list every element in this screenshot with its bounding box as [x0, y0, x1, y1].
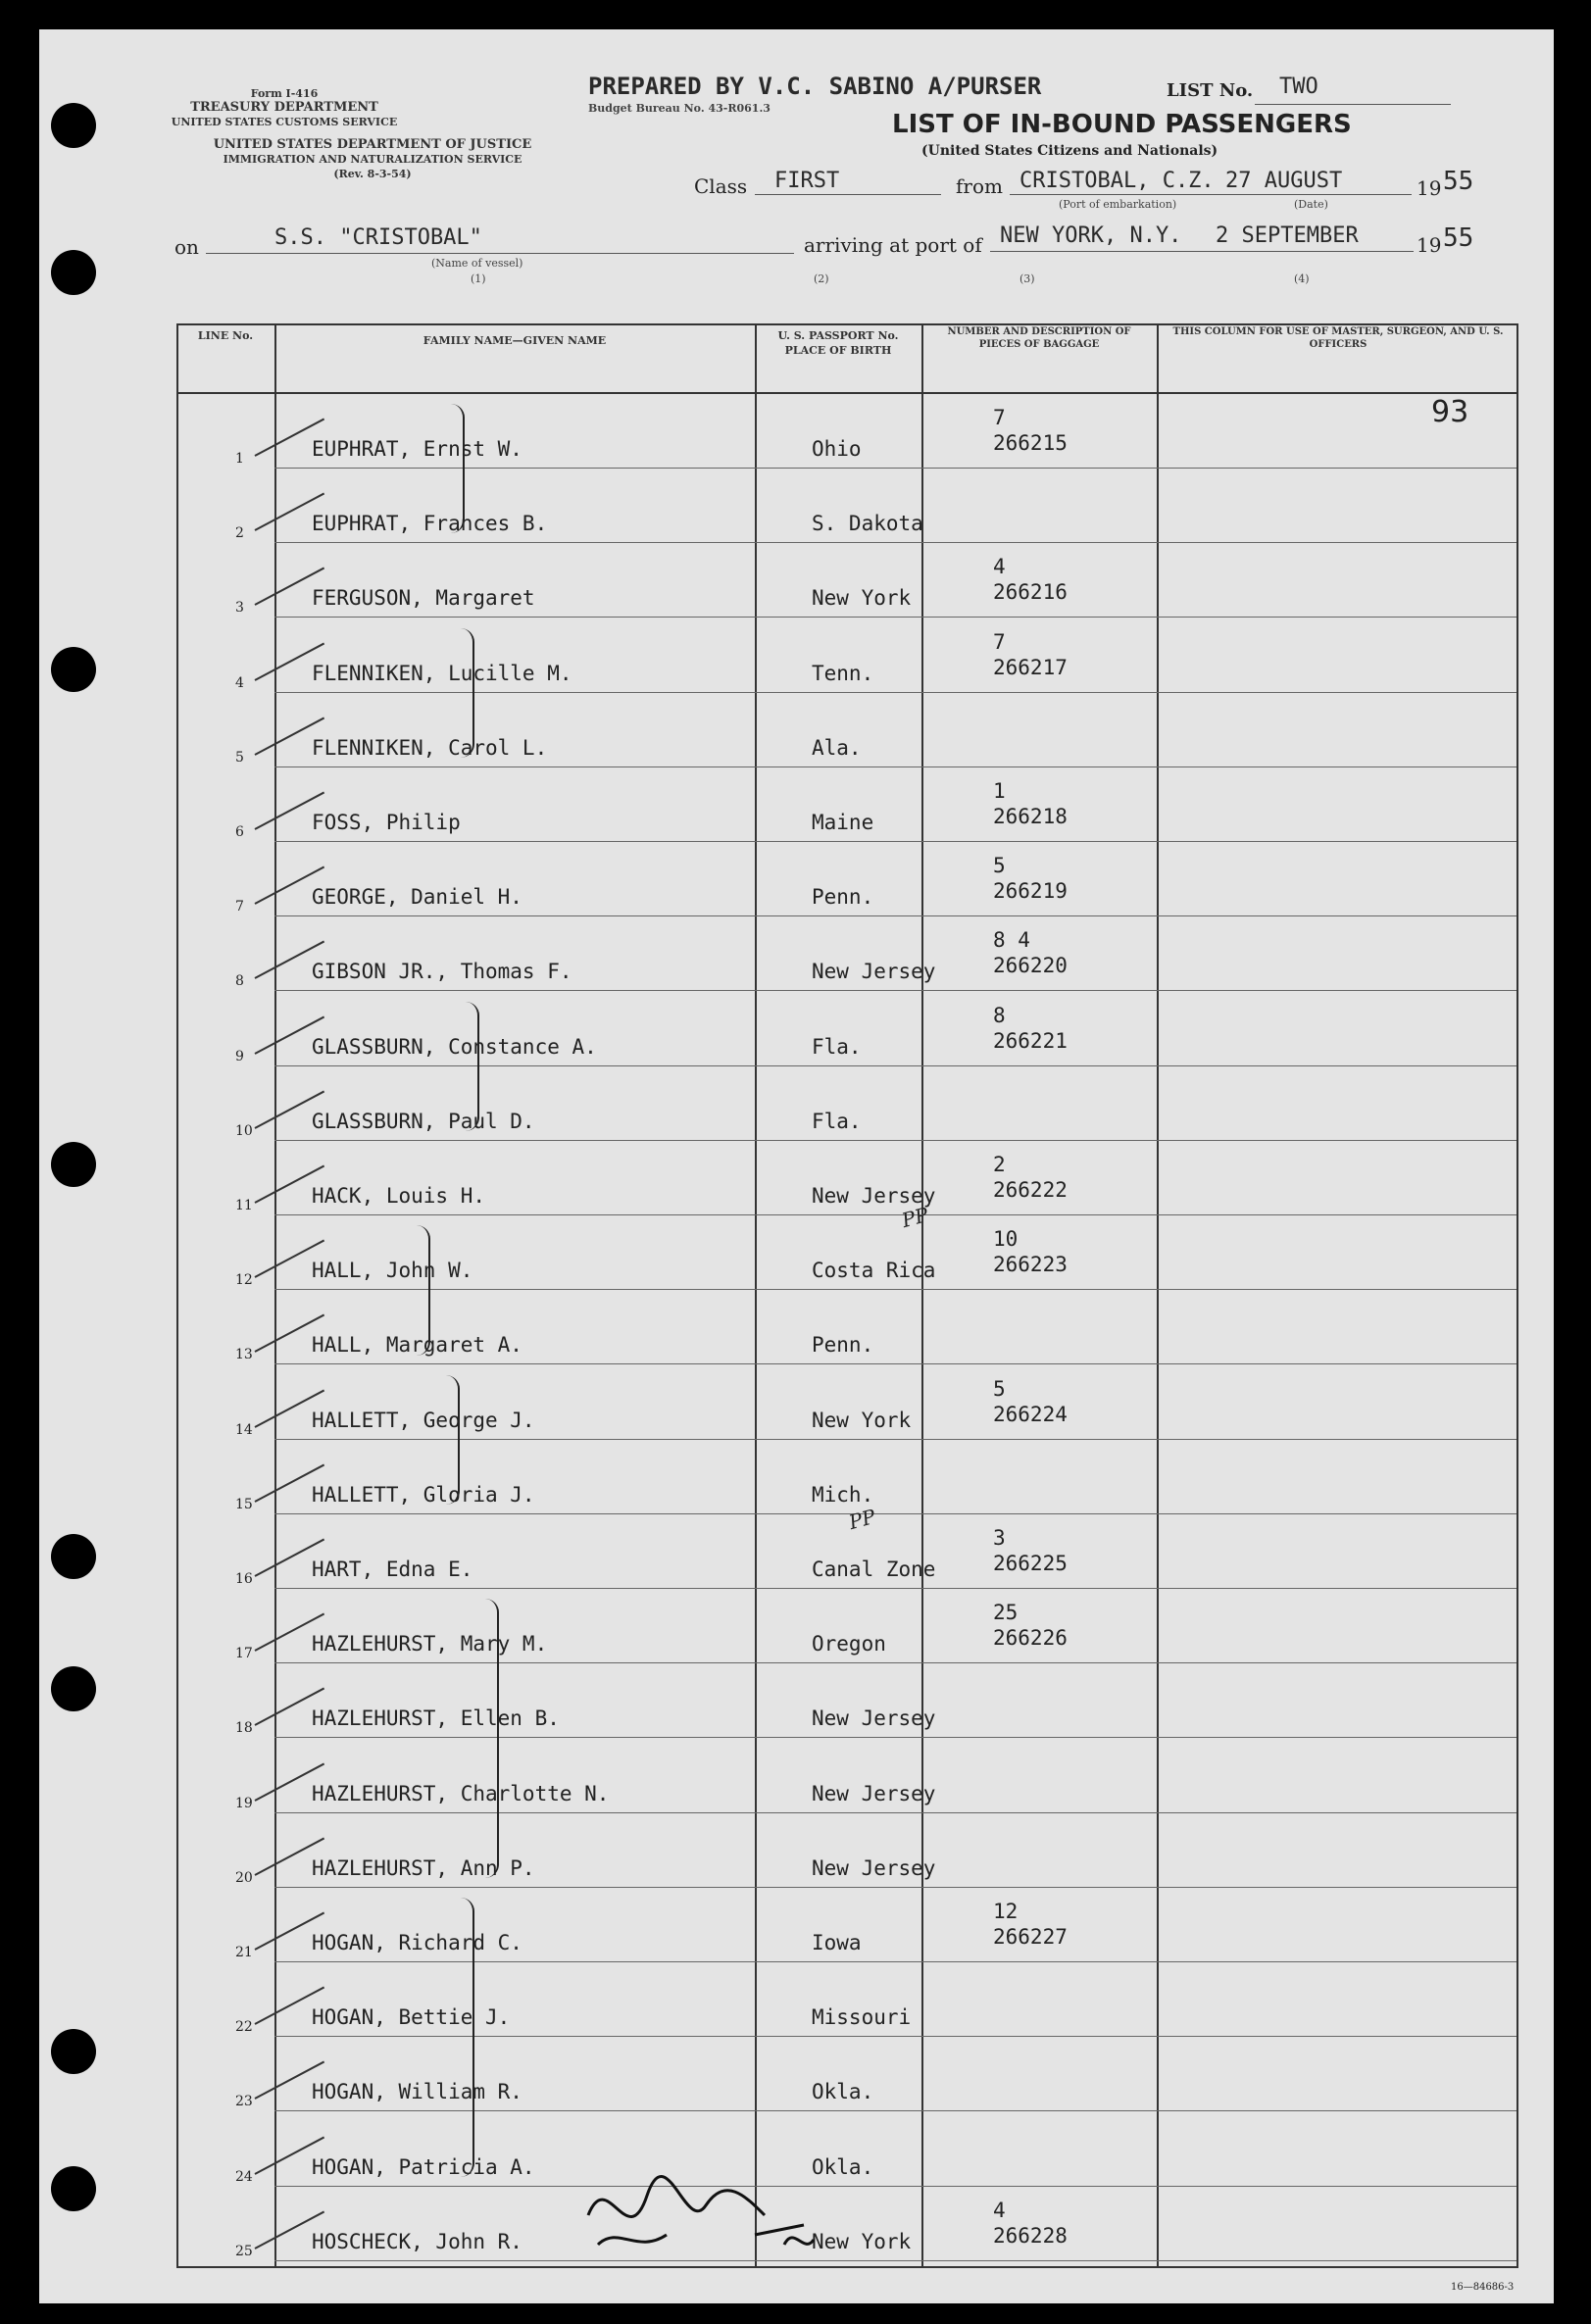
- line-number: 4: [235, 674, 244, 691]
- line-number: 23: [235, 2094, 253, 2110]
- embark-year-prefix: 19: [1417, 176, 1442, 200]
- class-line: [755, 194, 941, 195]
- row-rule: [274, 2260, 1516, 2261]
- passenger-name: HOGAN, Bettie J.: [312, 2005, 511, 2030]
- col-header-passport: U. S. PASSPORT No. PLACE OF BIRTH: [777, 329, 899, 357]
- line-number: 25: [235, 2243, 253, 2259]
- table-row: [176, 2187, 1516, 2261]
- passenger-name: HAZLEHURST, Ellen B.: [312, 1706, 560, 1731]
- binder-hole: [51, 1534, 96, 1579]
- baggage-tag: 266224: [993, 1402, 1068, 1426]
- baggage-pieces: 5: [993, 854, 1006, 878]
- passenger-name: HACK, Louis H.: [312, 1184, 486, 1208]
- line-number: 17: [235, 1646, 253, 1662]
- line-number: 21: [235, 1945, 253, 1960]
- table-row: [176, 618, 1516, 693]
- col-header-name: FAMILY NAME—GIVEN NAME: [423, 334, 607, 347]
- family-brace: [461, 1898, 474, 2177]
- place-of-birth: New Jersey: [812, 1184, 936, 1208]
- place-of-birth: Fla.: [812, 1034, 862, 1059]
- line-number: 15: [235, 1496, 253, 1512]
- arrival-year-prefix: 19: [1417, 233, 1442, 257]
- on-label: on: [174, 235, 199, 259]
- officer-note: 93: [1431, 395, 1469, 429]
- place-of-birth: New Jersey: [812, 960, 936, 984]
- passenger-name: EUPHRAT, Ernst W.: [312, 437, 522, 461]
- table-row: [176, 1215, 1516, 1290]
- table-row: [176, 2112, 1516, 2187]
- class-label: Class: [694, 174, 748, 198]
- line-number: 20: [235, 1869, 253, 1886]
- baggage-pieces: 4: [993, 555, 1006, 579]
- line-number: 7: [235, 899, 244, 915]
- passenger-name: HALLETT, Gloria J.: [312, 1482, 535, 1507]
- baggage-pieces: 10: [993, 1227, 1019, 1252]
- passenger-name: FLENNIKEN, Lucille M.: [312, 661, 572, 685]
- passenger-name: GLASSBURN, Constance A.: [312, 1034, 597, 1059]
- place-of-birth: Fla.: [812, 1109, 862, 1133]
- embark-caption: (Port of embarkation): [1059, 198, 1177, 211]
- vessel-line: [206, 253, 794, 254]
- passenger-name: FOSS, Philip: [312, 811, 461, 834]
- place-of-birth: S. Dakota: [812, 512, 923, 536]
- binder-hole: [51, 1142, 96, 1187]
- col-header-officers: THIS COLUMN FOR USE OF MASTER, SURGEON, AND U. S. OFFICERS: [1172, 326, 1504, 350]
- place-of-birth: Ala.: [812, 735, 862, 760]
- baggage-tag: 266226: [993, 1626, 1068, 1651]
- family-brace: [466, 1002, 479, 1131]
- arrival-line: [990, 251, 1414, 252]
- line-number: 16: [235, 1571, 253, 1587]
- vessel-caption: (Name of vessel): [431, 257, 523, 270]
- baggage-pieces: 8: [993, 1003, 1006, 1027]
- line-number: 5: [235, 749, 244, 766]
- table-row: [176, 2037, 1516, 2111]
- passenger-name: HALLETT, George J.: [312, 1408, 535, 1432]
- passenger-name: EUPHRAT, Frances B.: [312, 512, 548, 536]
- place-of-birth: New York: [812, 2229, 912, 2253]
- baggage-tag: 266220: [993, 954, 1068, 978]
- baggage-tag: 266225: [993, 1552, 1068, 1575]
- line-number: 8: [235, 973, 244, 990]
- prepared-by: PREPARED BY V.C. SABINO A/PURSER: [588, 73, 1042, 100]
- line-number: 18: [235, 1720, 253, 1737]
- baggage-tag: 266215: [993, 431, 1068, 455]
- dept-immigration: IMMIGRATION AND NATURALIZATION SERVICE: [223, 153, 522, 166]
- table-row: [176, 1888, 1516, 1962]
- baggage-pieces: 25: [993, 1601, 1019, 1625]
- baggage-tag: 266227: [993, 1925, 1068, 1949]
- table-row: [176, 992, 1516, 1066]
- col-number-2: (2): [814, 272, 829, 285]
- col-number-3: (3): [1019, 272, 1035, 285]
- arrival-date: 2 SEPTEMBER: [1216, 223, 1359, 248]
- passenger-name: HOGAN, Richard C.: [312, 1931, 522, 1954]
- manifest-sheet: [39, 29, 1554, 2303]
- passenger-name: HAZLEHURST, Ann P.: [312, 1855, 535, 1880]
- baggage-pieces: 3: [993, 1526, 1006, 1550]
- budget-bureau: Budget Bureau No. 43-R061.3: [588, 102, 771, 115]
- table-row: [176, 842, 1516, 916]
- family-brace: [485, 1599, 499, 1878]
- baggage-tag: 266219: [993, 879, 1068, 904]
- passenger-name: HALL, John W.: [312, 1259, 473, 1283]
- passenger-name: FLENNIKEN, Carol L.: [312, 735, 548, 760]
- place-of-birth: Maine: [812, 811, 874, 834]
- line-number: 9: [235, 1048, 244, 1064]
- line-number: 13: [235, 1347, 253, 1363]
- binder-hole: [51, 250, 96, 295]
- table-row: [176, 916, 1516, 991]
- place-of-birth: Oregon: [812, 1632, 886, 1656]
- baggage-tag: 266217: [993, 655, 1068, 679]
- baggage-pieces: 1: [993, 779, 1006, 803]
- table-row: [176, 543, 1516, 618]
- place-of-birth: Mich.: [812, 1482, 874, 1507]
- dept-justice: UNITED STATES DEPARTMENT OF JUSTICE: [213, 137, 532, 152]
- table-row: [176, 1739, 1516, 1813]
- place-of-birth: New Jersey: [812, 1781, 936, 1805]
- line-number: 11: [235, 1198, 253, 1213]
- baggage-pieces: 4: [993, 2198, 1006, 2222]
- table-row: [176, 767, 1516, 842]
- table-row: [176, 693, 1516, 767]
- family-brace: [451, 404, 465, 533]
- place-of-birth: New Jersey: [812, 1855, 936, 1880]
- family-brace: [417, 1225, 430, 1355]
- embark-date: 27 AUGUST: [1225, 169, 1343, 193]
- line-number: 3: [235, 600, 244, 617]
- line-number: 14: [235, 1421, 253, 1438]
- binder-hole: [51, 1666, 96, 1711]
- baggage-tag: 266216: [993, 580, 1068, 605]
- table-row: [176, 1813, 1516, 1888]
- place-of-birth: Okla.: [812, 2080, 874, 2104]
- table-row: [176, 1290, 1516, 1364]
- table-row: [176, 1141, 1516, 1215]
- baggage-tag: 266223: [993, 1253, 1068, 1277]
- form-number: Form I-416: [250, 87, 319, 100]
- line-number: 6: [235, 824, 244, 840]
- page-subtitle: (United States Citizens and Nationals): [921, 143, 1218, 159]
- place-of-birth: Penn.: [812, 1333, 874, 1358]
- binder-hole: [51, 2166, 96, 2211]
- place-of-birth: New Jersey: [812, 1706, 936, 1731]
- vessel-name: S.S. "CRISTOBAL": [274, 225, 482, 250]
- line-number: 1: [235, 451, 244, 467]
- baggage-tag: 266221: [993, 1028, 1068, 1053]
- line-number: 10: [235, 1122, 253, 1139]
- baggage-pieces: 7: [993, 406, 1006, 429]
- table-row: [176, 1962, 1516, 2037]
- passenger-name: HOSCHECK, John R.: [312, 2229, 522, 2253]
- baggage-tag: 266222: [993, 1178, 1068, 1202]
- list-number-label: LIST No.: [1167, 80, 1254, 101]
- embark-year: 55: [1443, 167, 1474, 196]
- place-of-birth: New York: [812, 586, 912, 611]
- handwritten-pp-2: PP: [846, 1504, 878, 1535]
- line-number: 12: [235, 1272, 253, 1289]
- signature-scribble: [559, 2156, 833, 2264]
- page-title: LIST OF IN-BOUND PASSENGERS: [892, 110, 1352, 139]
- place-of-birth: Missouri: [812, 2005, 912, 2030]
- revision-date: (Rev. 8-3-54): [333, 168, 412, 180]
- baggage-tag: 266228: [993, 2223, 1068, 2248]
- family-brace: [446, 1375, 460, 1505]
- place-of-birth: Ohio: [812, 437, 862, 461]
- table-row: [176, 469, 1516, 543]
- col-header-baggage: NUMBER AND DESCRIPTION OF PIECES OF BAGGAGE: [947, 326, 1131, 350]
- table-row: [176, 394, 1516, 469]
- date-caption: (Date): [1294, 198, 1328, 211]
- table-row: [176, 1066, 1516, 1141]
- passenger-name: HART, Edna E.: [312, 1558, 473, 1581]
- col-number-1: (1): [471, 272, 486, 285]
- col-number-4: (4): [1294, 272, 1310, 285]
- place-of-birth: Iowa: [812, 1931, 862, 1954]
- table-row: [176, 1663, 1516, 1738]
- table-row: [176, 1514, 1516, 1589]
- list-number-line: [1255, 104, 1451, 105]
- baggage-pieces: 8 4: [993, 928, 1030, 953]
- passenger-name: HAZLEHURST, Mary M.: [312, 1632, 548, 1656]
- baggage-tag: 266218: [993, 805, 1068, 828]
- embark-line: [1010, 194, 1412, 195]
- table-row: [176, 1589, 1516, 1663]
- place-of-birth: Costa Rica: [812, 1259, 936, 1283]
- table-row: [176, 1440, 1516, 1514]
- place-of-birth: Penn.: [812, 885, 874, 910]
- baggage-pieces: 12: [993, 1900, 1019, 1923]
- place-of-birth: New York: [812, 1408, 912, 1432]
- baggage-pieces: 5: [993, 1376, 1006, 1401]
- baggage-pieces: 7: [993, 629, 1006, 654]
- class-value: FIRST: [774, 169, 840, 193]
- line-number: 2: [235, 525, 244, 542]
- table-row: [176, 1365, 1516, 1440]
- place-of-birth: Canal Zone: [812, 1558, 936, 1581]
- col-header-line: LINE No.: [197, 329, 254, 342]
- arrival-year: 55: [1443, 223, 1474, 253]
- passenger-name: FERGUSON, Margaret: [312, 586, 535, 611]
- passenger-name: GIBSON JR., Thomas F.: [312, 960, 572, 984]
- passenger-name: HAZLEHURST, Charlotte N.: [312, 1781, 610, 1805]
- baggage-pieces: 2: [993, 1153, 1006, 1176]
- passenger-name: GEORGE, Daniel H.: [312, 885, 522, 910]
- passenger-name: HOGAN, William R.: [312, 2080, 522, 2104]
- place-of-birth: Tenn.: [812, 661, 874, 685]
- passenger-name: HALL, Margaret A.: [312, 1333, 522, 1358]
- handwritten-pp-1: PP: [899, 1202, 931, 1233]
- binder-hole: [51, 647, 96, 692]
- family-brace: [461, 628, 474, 758]
- dept-customs: UNITED STATES CUSTOMS SERVICE: [171, 116, 398, 128]
- arriving-label: arriving at port of: [804, 233, 982, 257]
- list-number: TWO: [1279, 74, 1318, 99]
- from-label: from: [956, 174, 1003, 198]
- passenger-name: GLASSBURN, Paul D.: [312, 1109, 535, 1133]
- binder-hole: [51, 2029, 96, 2074]
- line-number: 22: [235, 2019, 253, 2036]
- line-number: 24: [235, 2168, 253, 2185]
- binder-hole: [51, 103, 96, 148]
- passenger-name: HOGAN, Patricia A.: [312, 2154, 535, 2179]
- embark-port: CRISTOBAL, C.Z.: [1019, 169, 1215, 193]
- dept-treasury: TREASURY DEPARTMENT: [190, 100, 378, 115]
- line-number: 19: [235, 1795, 253, 1811]
- arrival-port: NEW YORK, N.Y.: [1000, 223, 1182, 248]
- place-of-birth: Okla.: [812, 2154, 874, 2179]
- footer-code: 16—84686-3: [1451, 2282, 1515, 2293]
